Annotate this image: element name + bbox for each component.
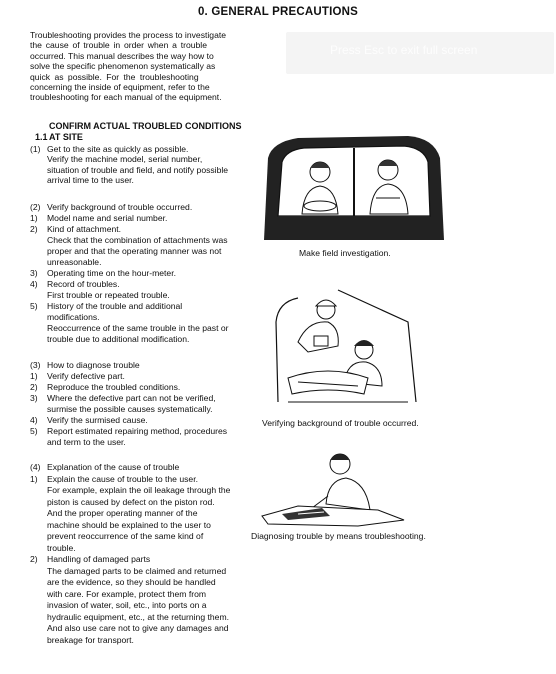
fullscreen-hint-text: Press Esc to exit full screen xyxy=(330,43,478,57)
step-line: with care. For example, protect them from xyxy=(47,588,207,599)
field-investigation-illustration xyxy=(258,128,448,244)
intro-line: solve the specific phenomenon systematically as xyxy=(30,61,216,72)
step-line: First trouble or repeated trouble. xyxy=(47,290,170,300)
section-heading-line: CONFIRM ACTUAL TROUBLED CONDITIONS xyxy=(49,121,242,131)
step-line: Model name and serial number. xyxy=(47,213,168,223)
page-title: 0. GENERAL PRECAUTIONS xyxy=(197,6,359,18)
section-heading-line: AT SITE xyxy=(49,132,83,142)
step-line: Record of troubles. xyxy=(47,279,120,289)
step-number: (1) xyxy=(30,144,41,154)
step-line: invasion of water, soil, etc., into ports on a xyxy=(47,600,207,610)
step-number: 1) xyxy=(30,213,38,223)
step-line: Where the defective part can not be verified, xyxy=(47,393,216,403)
step-number: (4) xyxy=(30,462,41,472)
step-line: Explanation of the cause of trouble xyxy=(47,462,180,472)
intro-line: occurred. This manual describes the way how to xyxy=(30,50,214,61)
fullscreen-hint-banner xyxy=(286,32,554,74)
step-line: are the evidence, so they should be handled xyxy=(47,577,216,587)
step-line: Verify defective part. xyxy=(47,371,125,381)
step-number: 1) xyxy=(30,473,38,484)
intro-line: concerning the inside of equipment, refer to the xyxy=(30,82,210,93)
caption-background: Verifying background of trouble occurred. xyxy=(262,418,419,428)
step-line: surmise the possible causes systematically. xyxy=(47,404,213,414)
step-line: trouble due to additional modification. xyxy=(47,334,190,344)
step-line: Explain the cause of trouble to the user. xyxy=(47,473,198,484)
step-line: breakage for transport. xyxy=(47,634,134,645)
step-line: Verify background of trouble occurred. xyxy=(47,202,193,212)
step-number: 2) xyxy=(30,382,38,392)
step-number: 4) xyxy=(30,415,38,425)
step-line: unreasonable. xyxy=(47,257,102,267)
step-line: And also use care not to give any damages and xyxy=(47,623,229,633)
step-line: trouble. xyxy=(47,542,76,553)
step-line: And the proper operating manner of the xyxy=(47,508,198,518)
intro-paragraph xyxy=(30,30,226,103)
step-line: Kind of attachment. xyxy=(47,224,122,234)
step-number: 2) xyxy=(30,554,38,564)
step-number: 5) xyxy=(30,301,38,311)
step-number: 5) xyxy=(30,426,38,436)
step-line: piston is caused by defect on the piston rod. xyxy=(47,496,215,507)
step-number: 3) xyxy=(30,393,38,403)
step-number: (2) xyxy=(30,202,41,212)
step-line: The damaged parts to be claimed and returned xyxy=(47,565,227,576)
step-line: prevent reoccurrence of the same kind of xyxy=(47,531,204,541)
step-line: hydraulic equipment, etc., at the returning them. xyxy=(47,611,230,622)
caption-diagnosing: Diagnosing trouble by means troubleshooting. xyxy=(251,531,426,541)
step-line: How to diagnose trouble xyxy=(47,360,140,370)
step-number: (3) xyxy=(30,360,41,370)
step-number: 4) xyxy=(30,279,38,289)
step-line: machine should be explained to the user to xyxy=(47,519,211,530)
step-line: Check that the combination of attachments was xyxy=(47,235,228,245)
step-line: History of the trouble and additional xyxy=(47,301,183,311)
step-line: proper and that the operating manner was not xyxy=(47,246,222,256)
step-line: arrival time to the user. xyxy=(47,175,134,186)
step-line: Reproduce the troubled conditions. xyxy=(47,382,181,392)
step-number: 2) xyxy=(30,224,38,234)
section-number: 1.1 xyxy=(35,132,48,142)
step-line: Report estimated repairing method, procedures xyxy=(47,426,228,436)
intro-line: the cause of trouble in order when a trouble xyxy=(30,40,207,51)
intro-line: quick as possible. For the troubleshooting xyxy=(30,71,199,82)
caption-field: Make field investigation. xyxy=(299,248,391,258)
step-line: Reoccurrence of the same trouble in the past or xyxy=(47,323,229,333)
intro-line: Troubleshooting provides the process to investigate xyxy=(30,30,227,40)
step-line: and term to the user. xyxy=(47,437,126,447)
step-line: Verify the machine model, serial number, xyxy=(47,154,203,165)
step-line: Verify the surmised cause. xyxy=(47,415,148,425)
step-number: 3) xyxy=(30,268,38,278)
step-line: Operating time on the hour-meter. xyxy=(47,268,176,278)
verifying-background-illustration xyxy=(268,282,418,410)
step-line: situation of trouble and field, and notify possible xyxy=(47,164,229,175)
step-line: modifications. xyxy=(47,312,100,322)
step-line: Handling of damaged parts xyxy=(47,554,151,564)
intro-line: troubleshooting for each manual of the equipment. xyxy=(30,92,222,103)
step-number: 1) xyxy=(30,371,38,381)
step-line: Get to the site as quickly as possible. xyxy=(47,144,189,154)
diagnosing-trouble-illustration xyxy=(258,450,408,530)
step-line: For example, explain the oil leakage through the xyxy=(47,485,231,495)
